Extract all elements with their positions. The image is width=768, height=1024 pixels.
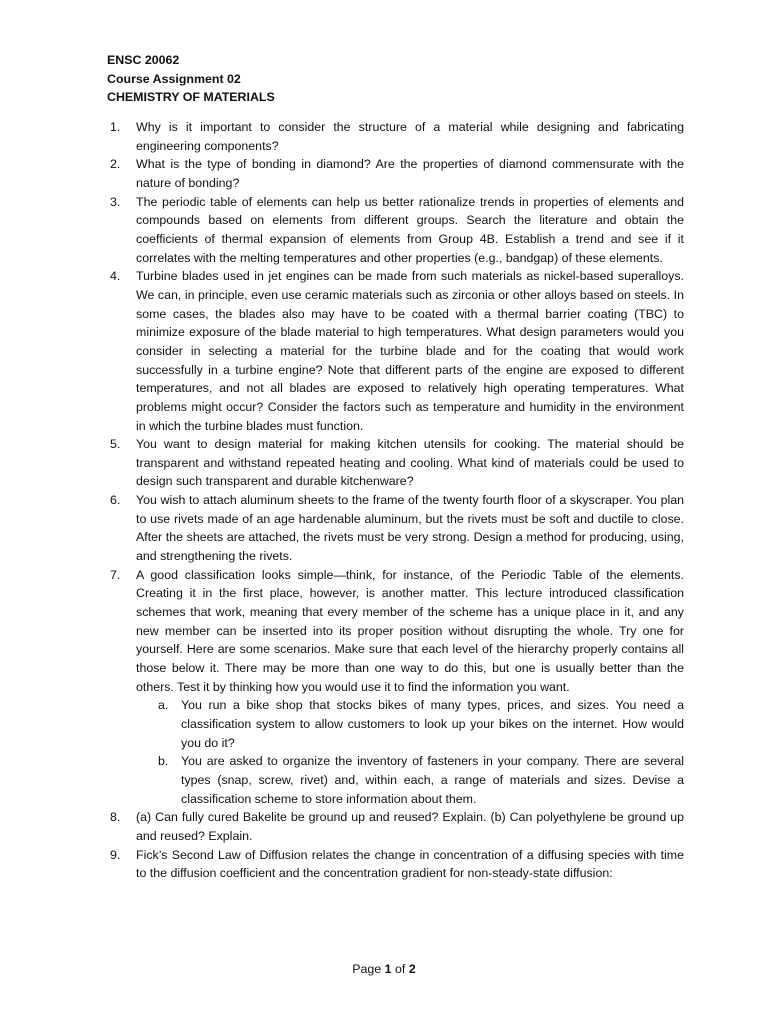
question-text: What is the type of bonding in diamond? Are the properties of diamond commensurate with the nature of bonding?	[136, 157, 684, 190]
question-text: Why is it important to consider the structure of a material while designing and fabricating engineering components?	[136, 120, 684, 153]
course-code: ENSC 20062	[107, 53, 180, 67]
question-item	[107, 435, 684, 491]
question-text: You wish to attach aluminum sheets to the frame of the twenty fourth floor of a skyscraper. You plan to use rivets made of an age hardenable aluminum, but the rivets must be soft and ductile to close. After the sheets are attached, the rivets must be very strong. Design a method for producing, using, and strengthening the rivets.	[136, 493, 684, 564]
sub-question-list	[136, 696, 684, 808]
question-item	[107, 846, 684, 883]
assignment-title: Course Assignment 02	[107, 71, 241, 86]
question-number: 9.	[110, 847, 121, 862]
sub-question-letter: b.	[158, 754, 169, 769]
of-word: of	[395, 962, 406, 976]
question-item	[107, 808, 684, 845]
question-text: The periodic table of elements can help us better rationalize trends in properties of elements and compounds based on elements from different groups. Search the literature and obtain the coefficients of thermal expansion of elements from Group 4B. Establish a trend and see if it correlates with the melting temperatures and other properties (e.g., bandgap) of these elements.	[136, 194, 684, 265]
sub-question-letter: a.	[158, 698, 169, 713]
question-list	[107, 118, 684, 883]
question-text: (a) Can fully cured Bakelite be ground up and reused? Explain. (b) Can polyethylene be ground up and reused? Explain.	[136, 810, 684, 843]
sub-question-item	[136, 752, 684, 808]
question-item	[107, 267, 684, 435]
question-number: 6.	[110, 493, 121, 508]
page-footer	[0, 960, 768, 978]
question-text: Fick’s Second Law of Diffusion relates the change in concentration of a diffusing species with time to the diffusion coefficient and the concentration gradient for non-steady-state diffusion:	[136, 847, 684, 881]
subject-title: CHEMISTRY OF MATERIALS	[107, 90, 275, 105]
question-number: 1.	[110, 120, 121, 134]
question-number: 3.	[110, 194, 121, 209]
question-number: 4.	[110, 269, 121, 284]
question-item	[107, 566, 684, 809]
sub-question-item	[136, 696, 684, 752]
question-number: 2.	[110, 157, 121, 172]
question-item	[107, 118, 684, 155]
question-item	[107, 155, 684, 192]
question-number: 8.	[110, 810, 121, 825]
question-item	[107, 193, 684, 268]
question-number: 7.	[110, 567, 121, 582]
sub-question-text: You run a bike shop that stocks bikes of many types, prices, and sizes. You need a classification system to allow customers to look up your bikes on the internet. How would you do it?	[181, 698, 684, 750]
question-text: Turbine blades used in jet engines can be made from such materials as nickel-based superalloys. We can, in principle, even use ceramic materials such as zirconia or other alloys based on steels. In some cases, the blades also may have to be coated with a thermal barrier coating (TBC) to minimize exposure of the blade material to high temperatures. What design parameters would you consider in selecting a material for the turbine blade and for the coating that would work successfully in a turbine engine? Note that different parts of the engine are exposed to different temperatures, and not all blades are exposed to relatively high operating temperatures. What problems might occur? Consider the factors such as temperature and humidity in the environment in which the turbine blades must function.	[136, 269, 684, 433]
current-page-number: 1	[384, 962, 392, 976]
question-item	[107, 491, 684, 566]
document-header	[107, 51, 275, 107]
page-word: Page	[352, 962, 382, 976]
sub-question-text: You are asked to organize the inventory of fasteners in your company. There are several types (snap, screw, rivet) and, within each, a range of materials and sizes. Devise a classification scheme to store information about them.	[181, 754, 684, 806]
question-text: A good classification looks simple—think, for instance, of the Periodic Table of the elements. Creating it in the first place, however, is another matter. This lecture introduced classification schemes that work, meaning that every member of the scheme has a unique place in it, and any new member can be inserted into its proper position without disrupting the whole. Try one for yourself. Here are some scenarios. Make sure that each level of the hierarchy properly contains all those below it. There may be more than one way to do this, but one is usually better than the others. Test it by thinking how you would use it to find the information you want.	[136, 567, 684, 694]
total-pages-number: 2	[408, 962, 416, 976]
question-number: 5.	[110, 437, 121, 452]
question-text: You want to design material for making kitchen utensils for cooking. The material should be transparent and withstand repeated heating and cooling. What kind of materials could be used to design such transparent and durable kitchenware?	[136, 437, 684, 489]
